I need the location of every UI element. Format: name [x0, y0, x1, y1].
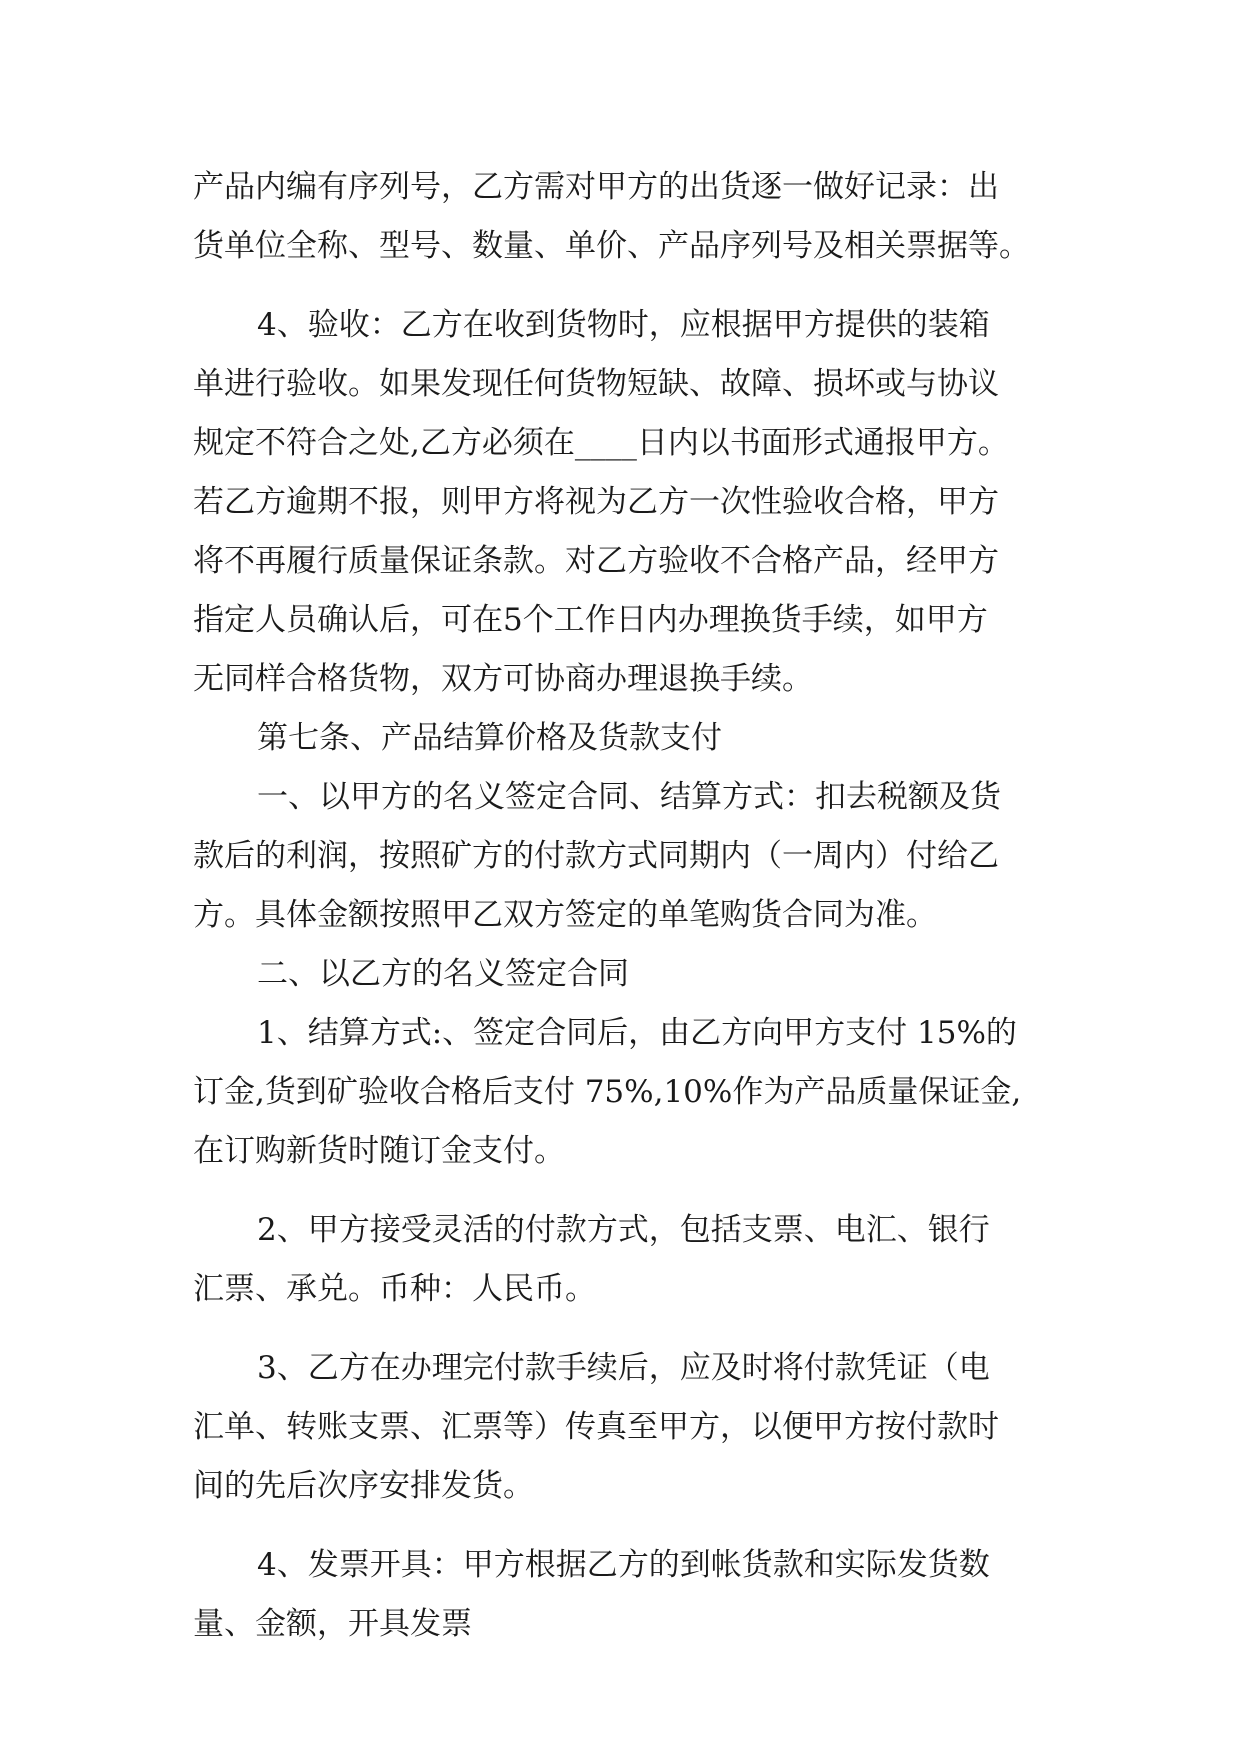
text-line: 方。具体金额按照甲乙双方签定的单笔购货合同为准。	[193, 897, 937, 933]
text-line: 量、金额，开具发票	[193, 1606, 472, 1642]
paragraph-gap	[193, 1181, 1053, 1201]
paragraph-gap	[193, 1319, 1053, 1339]
text-line: 产品内编有序列号，乙方需对甲方的出货逐一做好记录：出	[193, 169, 999, 205]
text-line: 在订购新货时随订金支付。	[193, 1133, 565, 1169]
text-line: 款后的利润，按照矿方的付款方式同期内（一周内）付给乙	[193, 838, 999, 874]
text-line: 若乙方逾期不报，则甲方将视为乙方一次性验收合格，甲方	[193, 484, 999, 520]
text-line: 订金,货到矿验收合格后支付 75%,10%作为产品质量保证金,	[193, 1074, 1022, 1110]
text-line: 汇单、转账支票、汇票等）传真至甲方，以便甲方按付款时	[193, 1409, 999, 1445]
text-line: 无同样合格货物，双方可协商办理退换手续。	[193, 661, 813, 697]
text-line: 4、发票开具：甲方根据乙方的到帐货款和实际发货数	[257, 1547, 990, 1583]
text-line: 单进行验收。如果发现任何货物短缺、故障、损坏或与协议	[193, 366, 999, 402]
text-line: 2、甲方接受灵活的付款方式，包括支票、电汇、银行	[257, 1212, 990, 1248]
document-page	[193, 158, 1053, 1654]
text-line: 指定人员确认后，可在5个工作日内办理换货手续，如甲方	[193, 602, 988, 638]
text-line: 规定不符合之处,乙方必须在____日内以书面形式通报甲方。	[193, 425, 1009, 461]
text-line: 货单位全称、型号、数量、单价、产品序列号及相关票据等。	[193, 228, 1030, 264]
text-line: 1、结算方式:、签定合同后，由乙方向甲方支付 15%的	[257, 1015, 1017, 1051]
text-line: 二、以乙方的名义签定合同	[257, 956, 629, 992]
text-line: 间的先后次序安排发货。	[193, 1468, 534, 1504]
paragraph-gap	[193, 1516, 1053, 1536]
paragraph-gap	[193, 276, 1053, 296]
text-line: 汇票、承兑。币种：人民币。	[193, 1271, 596, 1307]
text-line: 将不再履行质量保证条款。对乙方验收不合格产品，经甲方	[193, 543, 999, 579]
text-line: 一、以甲方的名义签定合同、结算方式：扣去税额及货	[257, 779, 1001, 815]
text-line: 4、验收：乙方在收到货物时，应根据甲方提供的装箱	[257, 307, 990, 343]
text-line: 3、乙方在办理完付款手续后，应及时将付款凭证（电	[257, 1350, 990, 1386]
section-heading: 第七条、产品结算价格及货款支付	[257, 720, 722, 756]
